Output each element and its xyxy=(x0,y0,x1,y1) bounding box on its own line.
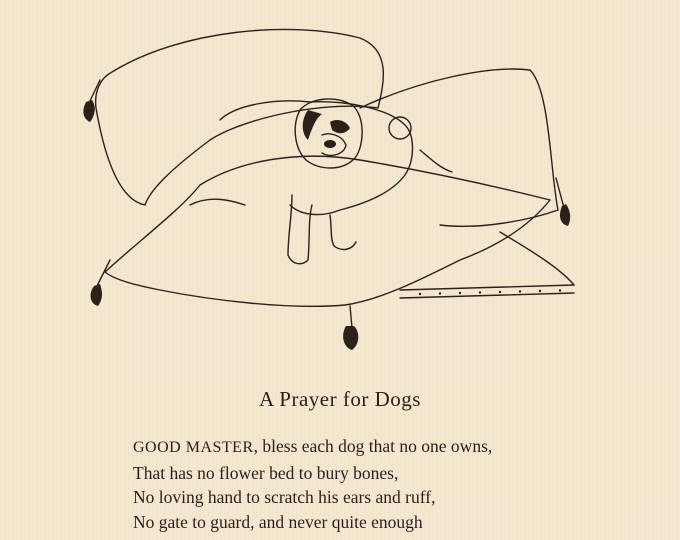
poem-line: That has no flower bed to bury bones, xyxy=(133,462,399,483)
poem-line: No gate to guard, and never quite enough xyxy=(133,511,423,532)
poem-line-1-rest: , bless each dog that no one owns, xyxy=(253,436,493,456)
right-cushion xyxy=(360,69,558,226)
tassel-bottom xyxy=(350,306,352,328)
poem-lead-caps: GOOD MASTER xyxy=(133,439,254,456)
poem-title: A Prayer for Dogs xyxy=(259,387,421,411)
bench-edge xyxy=(400,285,574,298)
poem-line: No loving hand to scratch his ears and ruff, xyxy=(133,487,436,507)
pug-paw-left xyxy=(288,195,312,264)
back-cushion xyxy=(96,29,384,205)
pug-on-cushions-illustration xyxy=(60,10,600,360)
poem-body xyxy=(133,434,653,534)
front-cushion xyxy=(105,156,550,306)
poem-line-1 xyxy=(133,434,653,461)
pug-paw-right xyxy=(330,215,356,249)
